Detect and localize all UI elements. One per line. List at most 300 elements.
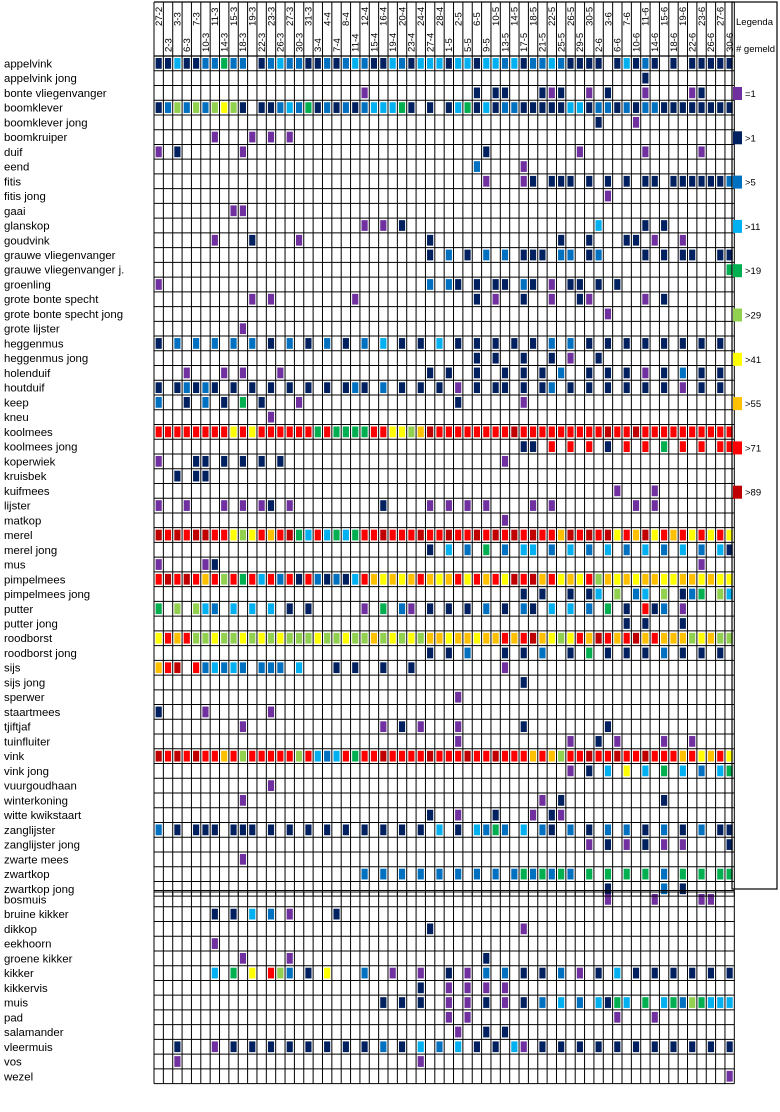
date-label-10-3: 10-3 [200,32,212,52]
date-label-15-3: 15-3 [228,6,240,26]
row-label-roodborst-jong: roodborst jong [4,647,77,660]
cell-appelvink-26-5 [567,58,573,69]
cell-groene-kikker-9-5 [483,953,489,964]
row-label-zwartkop: zwartkop [4,869,50,882]
cell-glanskop-12-4 [362,220,368,231]
cell-vink-14-6 [652,751,658,762]
cell-appelvink-8-4 [343,58,349,69]
cell-heggenmus-27-6 [717,338,723,349]
date-label-2-6: 2-6 [593,38,605,52]
cell-zanglijster-12-4 [362,824,368,835]
cell-merel-12-4 [362,530,368,541]
cell-heggenmus-28-4 [436,338,442,349]
cell-appelvink-1-5 [446,58,452,69]
cell-boomkruiper-11-3 [212,132,218,143]
cell-boomklever-10-6 [633,102,639,113]
cell-appelvink-30-3 [296,58,302,69]
row-label-roodborst: roodborst [4,633,53,646]
cell-appelvink-6-3 [184,58,190,69]
cell-appelvink-24-4 [418,58,424,69]
cell-putter-14-6 [652,603,658,614]
cell-merel-24-4 [418,530,424,541]
cell-sijs-7-4 [333,662,339,673]
cell-koolmees-7-4 [333,427,339,438]
cell-merel-21-5 [539,530,545,541]
row-label-bonte-vliegenvanger: bonte vliegenvanger [4,87,107,100]
cell-boomklever-8-4 [343,102,349,113]
cell-heggenmus-24-4 [418,338,424,349]
cell-boomklever-7-4 [333,102,339,113]
cell-lijster-5-5 [464,500,470,511]
cell-merel-jong-27-4 [427,544,433,555]
legend-swatch-4 [733,220,742,233]
cell-staartmees-27-2 [156,707,162,718]
cell-muis-3-6 [605,997,611,1008]
cell-gaai-18-3 [240,205,246,216]
row-label-kruisbek: kruisbek [4,471,47,484]
cell-muis-24-4 [418,997,424,1008]
row-label-grote-bonte-specht-jong: grote bonte specht jong [4,308,124,321]
cell-vleermuis-6-5 [474,1041,480,1052]
cell-heggenmus-2-5 [455,338,461,349]
cell-merel-13-5 [502,530,508,541]
cell-appelvink-23-4 [408,58,414,69]
cell-bosmuis-26-6 [708,894,714,905]
cell-vleermuis-17-5 [521,1041,527,1052]
cell-appelvink-15-3 [230,58,236,69]
cell-lijster-27-4 [427,500,433,511]
cell-merel-15-3 [230,530,236,541]
row-label-houtduif: houtduif [4,382,45,395]
date-header [154,6,736,52]
cell-roodborst-jong-21-5 [539,648,545,659]
cell-kikker-5-5 [464,968,470,979]
cell-roodborst-11-4 [352,633,358,644]
cell-holenduif-27-6 [717,368,723,379]
cell-merel-19-4 [390,530,396,541]
cell-vleermuis-24-4 [418,1041,424,1052]
cell-pimpelmees-5-5 [464,574,470,585]
date-label-22-3: 22-3 [256,32,268,52]
cell-roodborst-13-5 [502,633,508,644]
row-label-groenling: groenling [4,279,51,292]
cell-muis-29-5 [577,997,583,1008]
cell-merel-17-5 [521,530,527,541]
cell-bonte-vliegenvanger-21-5 [539,87,545,98]
row-label-keep: keep [4,397,29,410]
cell-appelvink-31-3 [305,58,311,69]
cell-merel-3-3 [174,530,180,541]
row-label-vleermuis: vleermuis [4,1041,53,1054]
cell-roodborst-19-3 [249,633,255,644]
cell-roodborst-22-6 [689,633,695,644]
cell-merel-23-6 [698,530,704,541]
cell-appelvink-13-5 [502,58,508,69]
cell-vink-20-4 [399,751,405,762]
cell-roodborst-16-4 [380,633,386,644]
cell-boomklever-14-5 [511,102,517,113]
date-label-3-6: 3-6 [603,12,615,26]
cell-groene-kikker-18-3 [240,953,246,964]
row-label-boomkruiper: boomkruiper [4,132,68,145]
cell-roodborst-17-5 [521,633,527,644]
cell-kikker-6-6 [614,968,620,979]
cell-zanglijster-20-4 [399,824,405,835]
cell-keep-27-2 [156,397,162,408]
cell-boomklever-26-3 [277,102,283,113]
cell-pimpelmees-3-4 [315,574,321,585]
row-label-zwartkop-jong: zwartkop jong [4,883,75,896]
cell-zwartkop-15-6 [661,869,667,880]
cell-vleermuis-2-6 [596,1041,602,1052]
cell-houtduif-19-3 [249,382,255,393]
date-label-25-5: 25-5 [556,32,568,52]
cell-muis-13-5 [502,997,508,1008]
cell-pimpelmees-jong-30-5 [586,589,592,600]
cell-pimpelmees-7-4 [333,574,339,585]
cell-putter-19-6 [680,603,686,614]
cell-koolmees-10-5 [493,427,499,438]
cell-merel-14-3 [221,530,227,541]
date-label-27-6: 27-6 [715,6,727,26]
cell-appelvink-7-4 [333,58,339,69]
cell-roodborst-18-3 [240,633,246,644]
cell-zanglijster-30-5 [586,824,592,835]
cell-pimpelmees-jong-10-6 [633,589,639,600]
cell-boomkruiper-27-3 [287,132,293,143]
cell-sperwer-2-5 [455,692,461,703]
row-label-koolmees-jong: koolmees jong [4,441,78,454]
legend-swatch-6 [733,309,742,322]
cell-pimpelmees-jong-22-6 [689,589,695,600]
cell-merel-11-3 [212,530,218,541]
cell-roodborst-jong-11-6 [642,648,648,659]
cell-sijs-15-3 [230,662,236,673]
cell-bonte-vliegenvanger-25-5 [558,87,564,98]
cell-zanglijster-8-4 [343,824,349,835]
cell-boomklever-2-6 [596,102,602,113]
cell-pimpelmees-11-4 [352,574,358,585]
cell-pimpelmees-10-5 [493,574,499,585]
cell-vink-14-5 [511,751,517,762]
cell-pimpelmees-18-6 [670,574,676,585]
cell-muis-1-5 [446,997,452,1008]
cell-putter-13-5 [502,603,508,614]
cell-kuifmees-6-6 [614,485,620,496]
cell-pimpelmees-7-3 [193,574,199,585]
cell-pimpelmees-22-5 [549,574,555,585]
cell-heggenmus-30-5 [586,338,592,349]
cell-pimpelmees-8-4 [343,574,349,585]
cell-vink-23-3 [268,751,274,762]
cell-zanglijster-28-4 [436,824,442,835]
cell-vink-jong-30-5 [586,766,592,777]
cell-bonte-vliegenvanger-13-5 [502,87,508,98]
cell-houtduif-27-6 [717,382,723,393]
cell-boomklever-30-5 [586,102,592,113]
cell-houtduif-27-2 [156,382,162,393]
legend [732,2,777,889]
cell-kikkervis-24-4 [418,982,424,993]
cell-putter-27-2 [156,603,162,614]
row-label-sperwer: sperwer [4,692,45,705]
cell-merel-jong-13-5 [502,544,508,555]
cell-lijster-18-5 [530,500,536,511]
cell-merel-jong-30-5 [586,544,592,555]
cell-grauwe-vliegenvanger-26-5 [567,250,573,261]
cell-salamander-2-5 [455,1027,461,1038]
cell-heggenmus-23-6 [698,338,704,349]
cell-holenduif-14-3 [221,368,227,379]
cell-boomklever-19-4 [390,102,396,113]
cell-merel-10-6 [633,530,639,541]
cell-holenduif-27-4 [427,368,433,379]
cell-koolmees-7-3 [193,427,199,438]
cell-winterkoning-21-5 [539,795,545,806]
cell-tuinfluiter-2-5 [455,736,461,747]
cell-tuinfluiter-22-6 [689,736,695,747]
cell-pimpelmees-21-5 [539,574,545,585]
cell-merel-11-6 [642,530,648,541]
cell-muis-20-4 [399,997,405,1008]
cell-bonte-vliegenvanger-3-6 [605,87,611,98]
row-label-koperwiek: koperwiek [4,456,56,469]
cell-appelvink-27-4 [427,58,433,69]
cell-koolmees-21-5 [539,427,545,438]
cell-vink-7-3 [193,751,199,762]
cell-kikker-25-5 [558,968,564,979]
cell-koperwiek-22-3 [259,456,265,467]
cell-koolmees-jong-19-6 [680,441,686,452]
cell-grauwe-vliegenvanger-11-6 [642,250,648,261]
cell-merel-22-6 [689,530,695,541]
date-label-7-4: 7-4 [331,38,343,52]
cell-kikker-22-6 [689,968,695,979]
row-label-pad: pad [4,1012,24,1025]
cell-bosmuis-3-6 [605,894,611,905]
cell-putter-7-3 [193,603,199,614]
cell-pimpelmees-3-3 [174,574,180,585]
cell-appelvink-10-3 [202,58,208,69]
cell-vink-jong-11-6 [642,766,648,777]
cell-grauwe-vliegenvanger-19-6 [680,250,686,261]
cell-heggenmus-jong-6-5 [474,353,480,364]
cell-koperwiek-27-2 [156,456,162,467]
cell-kikker-11-3 [212,968,218,979]
cell-koolmees-27-6 [717,427,723,438]
cell-zwartkop-21-5 [539,869,545,880]
cell-grauwe-vliegenvanger-15-6 [661,250,667,261]
date-label-14-6: 14-6 [650,32,662,52]
cell-zanglijster-11-6 [642,824,648,835]
cell-merel-6-6 [614,530,620,541]
cell-koolmees-23-6 [698,427,704,438]
cell-koolmees-11-4 [352,427,358,438]
cell-groenling-26-5 [567,279,573,290]
cell-vink-6-5 [474,751,480,762]
cell-pimpelmees-6-6 [614,574,620,585]
legend-label-3: >5 [745,177,756,189]
cell-glanskop-20-4 [399,220,405,231]
cell-putter-3-6 [605,603,611,614]
cell-pimpelmees-23-4 [408,574,414,585]
cell-koolmees-11-6 [642,427,648,438]
cell-pimpelmees-26-5 [567,574,573,585]
cell-pimpelmees-13-5 [502,574,508,585]
cell-keep-17-5 [521,397,527,408]
cell-houtduif-11-4 [352,382,358,393]
cell-boomklever-22-6 [689,102,695,113]
cell-roodborst-15-6 [661,633,667,644]
cell-lijster-10-6 [633,500,639,511]
cell-koolmees-26-6 [708,427,714,438]
cell-fitis-19-6 [680,176,686,187]
date-label-5-5: 5-5 [462,38,474,52]
cell-muis-17-5 [521,997,527,1008]
cell-koolmees-20-4 [399,427,405,438]
cell-putter-jong-19-6 [680,618,686,629]
cell-boomklever-2-3 [165,102,171,113]
cell-pimpelmees-15-4 [371,574,377,585]
cell-appelvink-7-3 [193,58,199,69]
cell-vleermuis-2-5 [455,1041,461,1052]
cell-pimpelmees-30-5 [586,574,592,585]
cell-zwartkop-26-5 [567,869,573,880]
cell-appelvink-26-6 [708,58,714,69]
cell-zanglijster-3-3 [174,824,180,835]
cell-goudvink-14-6 [652,235,658,246]
cell-heggenmus-11-6 [642,338,648,349]
cell-vink-18-6 [670,751,676,762]
cell-pimpelmees-jong-27-6 [717,589,723,600]
cell-muis-15-6 [661,997,667,1008]
cell-putter-jong-7-6 [624,618,630,629]
cell-putter-20-4 [399,603,405,614]
cell-roodborst-jong-1-5 [446,648,452,659]
cell-koolmees-2-5 [455,427,461,438]
cell-koolmees-19-4 [390,427,396,438]
cell-koolmees-25-5 [558,427,564,438]
cell-koolmees-10-6 [633,427,639,438]
cell-merel-jong-5-5 [464,544,470,555]
cell-koolmees-jong-23-6 [698,441,704,452]
date-label-11-4: 11-4 [350,33,362,52]
cell-merel-10-3 [202,530,208,541]
cell-fitis-18-6 [670,176,676,187]
cell-pimpelmees-26-3 [277,574,283,585]
cell-roodborst-jong-17-5 [521,648,527,659]
cell-merel-jong-3-6 [605,544,611,555]
cell-putter-17-5 [521,603,527,614]
cell-putter-31-3 [305,603,311,614]
cell-pimpelmees-30-3 [296,574,302,585]
cell-heggenmus-14-5 [511,338,517,349]
cell-houtduif-27-3 [287,382,293,393]
cell-lijster-16-4 [380,500,386,511]
cell-vink-11-4 [352,751,358,762]
cell-bonte-vliegenvanger-30-5 [586,87,592,98]
cell-muis-26-6 [708,997,714,1008]
cell-pimpelmees-11-6 [642,574,648,585]
cell-houtduif-10-3 [202,382,208,393]
row-label-lijster: lijster [4,500,31,513]
cell-merel-30-3 [296,530,302,541]
cell-houtduif-12-4 [362,382,368,393]
cell-mus-10-3 [202,559,208,570]
cell-vink-4-4 [324,751,330,762]
cell-putter-11-6 [642,603,648,614]
cell-grote-bonte-specht-23-3 [268,294,274,305]
cell-vink-27-4 [427,751,433,762]
cell-boomklever-29-5 [577,102,583,113]
cell-appelvink-15-4 [371,58,377,69]
cell-boomklever-5-5 [464,102,470,113]
cell-boomklever-23-6 [698,102,704,113]
cell-muis-2-6 [596,997,602,1008]
cell-vink-12-4 [362,751,368,762]
cell-vleermuis-14-6 [652,1041,658,1052]
cell-pimpelmees-2-5 [455,574,461,585]
cell-putter-9-5 [483,603,489,614]
cell-lijster-23-3 [268,500,274,511]
date-label-23-3: 23-3 [266,6,278,26]
cell-appelvink-20-4 [399,58,405,69]
cell-keep-30-3 [296,397,302,408]
cell-tjiftjaf-18-3 [240,721,246,732]
cell-koperwiek-26-3 [277,456,283,467]
cell-bonte-vliegenvanger-6-5 [474,87,480,98]
legend-swatch-8 [733,397,742,410]
cell-pimpelmees-26-6 [708,574,714,585]
cell-vink-10-5 [493,751,499,762]
cell-roodborst-11-6 [642,633,648,644]
legend-swatch-2 [733,131,742,144]
row-label-witte-kwikstaart: witte kwikstaart [4,810,82,823]
cell-boomklever-18-5 [530,102,536,113]
cell-fitis-3-6 [605,176,611,187]
date-label-4-4: 4-4 [322,12,334,26]
cell-vink-26-5 [567,751,573,762]
cell-sijs-3-3 [174,662,180,673]
row-label-eekhoorn: eekhoorn [4,938,52,951]
cell-merel-25-5 [558,530,564,541]
cell-wezel-30-6 [727,1071,733,1082]
cell-zwartkop-18-5 [530,869,536,880]
cell-matkop-13-5 [502,515,508,526]
cell-heggenmus-31-3 [305,338,311,349]
cell-kikker-13-5 [502,968,508,979]
cell-koolmees-18-6 [670,427,676,438]
cell-vink-15-3 [230,751,236,762]
cell-bonte-vliegenvanger-23-6 [698,87,704,98]
cell-houtduif-3-6 [605,382,611,393]
cell-roodborst-4-4 [324,633,330,644]
cell-vleermuis-21-5 [539,1041,545,1052]
cell-fitis-14-6 [652,176,658,187]
cell-pad-5-5 [464,1012,470,1023]
row-label-pimpelmees: pimpelmees [4,574,66,587]
cell-heggenmus-7-3 [193,338,199,349]
cell-groenling-6-5 [474,279,480,290]
cell-zanglijster-27-2 [156,824,162,835]
cell-merel-11-4 [352,530,358,541]
row-label-koolmees: koolmees [4,426,53,439]
cell-heggenmus-7-6 [624,338,630,349]
date-label-26-5: 26-5 [565,6,577,26]
cell-boomklever-27-3 [287,102,293,113]
cell-boomklever-18-3 [240,102,246,113]
cell-vos-24-4 [418,1056,424,1067]
